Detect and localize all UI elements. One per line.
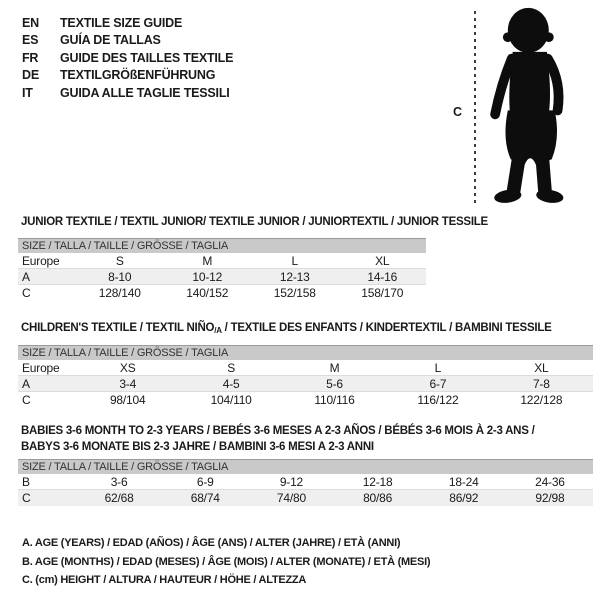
data-cell: S bbox=[227, 360, 236, 375]
data-cell: 98/104 bbox=[109, 393, 146, 407]
row-label-cell: A bbox=[22, 269, 30, 284]
data-cell: 116/122 bbox=[417, 393, 459, 407]
table-row bbox=[18, 269, 426, 285]
title-subscript: /A bbox=[214, 326, 222, 335]
babies-size-table bbox=[18, 459, 593, 506]
data-cell: 4-5 bbox=[222, 376, 240, 391]
language-code: DE bbox=[22, 68, 39, 83]
data-cell: 74/80 bbox=[276, 491, 306, 505]
babies-title-line-1: BABIES 3-6 MONTH TO 2-3 YEARS / BEBÉS 3-6 MESES A 2-3 AÑOS / BÉBÉS 3-6 MOIS À 2-3 ANS / bbox=[21, 425, 535, 437]
data-cell: 9-12 bbox=[279, 474, 304, 489]
language-code: EN bbox=[22, 15, 39, 30]
footnote-height: C. (cm) HEIGHT / ALTURA / HAUTEUR / HÖHE / ALTEZZA bbox=[22, 574, 307, 586]
children-size-table bbox=[18, 345, 593, 408]
row-label-cell: Europe bbox=[22, 253, 60, 268]
data-cell: 62/68 bbox=[104, 491, 134, 505]
data-cell: 12-13 bbox=[279, 269, 310, 284]
row-label-cell: B bbox=[22, 474, 30, 489]
language-title: GUIDA ALLE TAGLIE TESSILI bbox=[60, 85, 230, 100]
height-marker-label: C bbox=[453, 105, 462, 119]
data-cell: 3-6 bbox=[110, 474, 128, 489]
data-cell: 24-36 bbox=[535, 474, 565, 489]
language-title: TEXTILE SIZE GUIDE bbox=[60, 15, 183, 30]
data-cell: XL bbox=[534, 360, 549, 375]
data-cell: 104/110 bbox=[210, 393, 252, 407]
data-cell: XL bbox=[375, 253, 390, 268]
data-cell: 140/152 bbox=[186, 286, 229, 300]
data-cell: XS bbox=[119, 360, 136, 375]
baby-silhouette-icon bbox=[486, 5, 596, 210]
language-row bbox=[22, 32, 233, 50]
table-row bbox=[18, 474, 593, 490]
height-dashed-line bbox=[474, 11, 476, 207]
junior-size-table bbox=[18, 238, 426, 301]
row-label-cell: Europe bbox=[22, 360, 60, 375]
children-section-title: CHILDREN'S TEXTILE / TEXTIL $NIÑO_{/A}$ / TEXTILE DES ENFANTS / KINDERTEXTIL / BAMBINI TESSILE bbox=[21, 322, 552, 335]
row-label-cell: C bbox=[22, 393, 31, 407]
footnote-age-months: B. AGE (MONTHS) / EDAD (MESES) / ÂGE (MOIS) / ALTER (MONATE) / ETÀ (MESI) bbox=[22, 555, 431, 568]
language-title: TEXTILGRÖßENFÜHRUNG bbox=[60, 68, 216, 83]
babies-section-title bbox=[21, 424, 535, 455]
data-cell: L bbox=[434, 360, 442, 375]
language-code: IT bbox=[22, 85, 33, 100]
data-cell: 128/140 bbox=[98, 286, 141, 300]
data-cell: 7-8 bbox=[532, 376, 550, 391]
data-cell: 68/74 bbox=[190, 491, 220, 505]
table-row bbox=[18, 253, 426, 269]
data-cell: M bbox=[202, 253, 213, 268]
table-row bbox=[18, 490, 593, 506]
data-cell: 3-4 bbox=[119, 376, 137, 391]
table-row bbox=[18, 392, 593, 408]
size-header-bar: SIZE / TALLA / TAILLE / GRÖSSE / TAGLIA bbox=[18, 238, 426, 253]
data-cell: 6-9 bbox=[196, 474, 214, 489]
data-cell: 152/158 bbox=[273, 286, 316, 300]
data-cell: 122/128 bbox=[520, 393, 563, 407]
data-cell: 86/92 bbox=[449, 491, 479, 505]
language-row bbox=[22, 14, 233, 32]
data-cell: M bbox=[329, 360, 340, 375]
size-header-bar: SIZE / TALLA / TAILLE / GRÖSSE / TAGLIA bbox=[18, 345, 593, 360]
footnote-legend bbox=[22, 537, 430, 593]
data-cell: 10-12 bbox=[192, 269, 223, 284]
babies-title-line-2: BABYS 3-6 MONATE BIS 2-3 JAHRE / BAMBINI 3-6 MESI A 2-3 ANNI bbox=[21, 440, 374, 453]
language-row bbox=[22, 67, 233, 85]
data-cell: 12-18 bbox=[362, 474, 393, 489]
language-title: GUÍA DE TALLAS bbox=[60, 33, 161, 48]
data-cell: 14-16 bbox=[367, 269, 398, 284]
language-row bbox=[22, 84, 233, 102]
language-code: FR bbox=[22, 50, 39, 65]
data-cell: L bbox=[291, 253, 298, 268]
data-cell: 8-10 bbox=[108, 269, 132, 284]
language-code: ES bbox=[22, 33, 39, 48]
language-title-list bbox=[22, 14, 233, 102]
footnote-age-years: A. AGE (YEARS) / EDAD (AÑOS) / ÂGE (ANS) / ALTER (JAHRE) / ETÀ (ANNI) bbox=[22, 537, 401, 549]
size-header-bar: SIZE / TALLA / TAILLE / GRÖSSE / TAGLIA bbox=[18, 459, 593, 474]
data-cell: 80/86 bbox=[363, 491, 393, 505]
data-cell: 6-7 bbox=[429, 376, 447, 391]
data-cell: 18-24 bbox=[448, 474, 479, 489]
language-row bbox=[22, 49, 233, 67]
row-label-cell: A bbox=[22, 376, 30, 391]
data-cell: S bbox=[115, 253, 124, 268]
data-cell: 5-6 bbox=[326, 376, 343, 391]
data-cell: 92/98 bbox=[535, 491, 565, 505]
table-row bbox=[18, 285, 426, 301]
junior-section-title: JUNIOR TEXTILE / TEXTIL JUNIOR/ TEXTILE JUNIOR / JUNIORTEXTIL / JUNIOR TESSILE bbox=[21, 216, 488, 228]
table-row bbox=[18, 376, 593, 392]
language-title: GUIDE DES TAILLES TEXTILE bbox=[60, 50, 234, 65]
row-label-cell: C bbox=[22, 286, 31, 300]
row-label-cell: C bbox=[22, 491, 31, 505]
table-row bbox=[18, 360, 593, 376]
data-cell: 110/116 bbox=[314, 393, 355, 407]
data-cell: 158/170 bbox=[361, 286, 404, 300]
